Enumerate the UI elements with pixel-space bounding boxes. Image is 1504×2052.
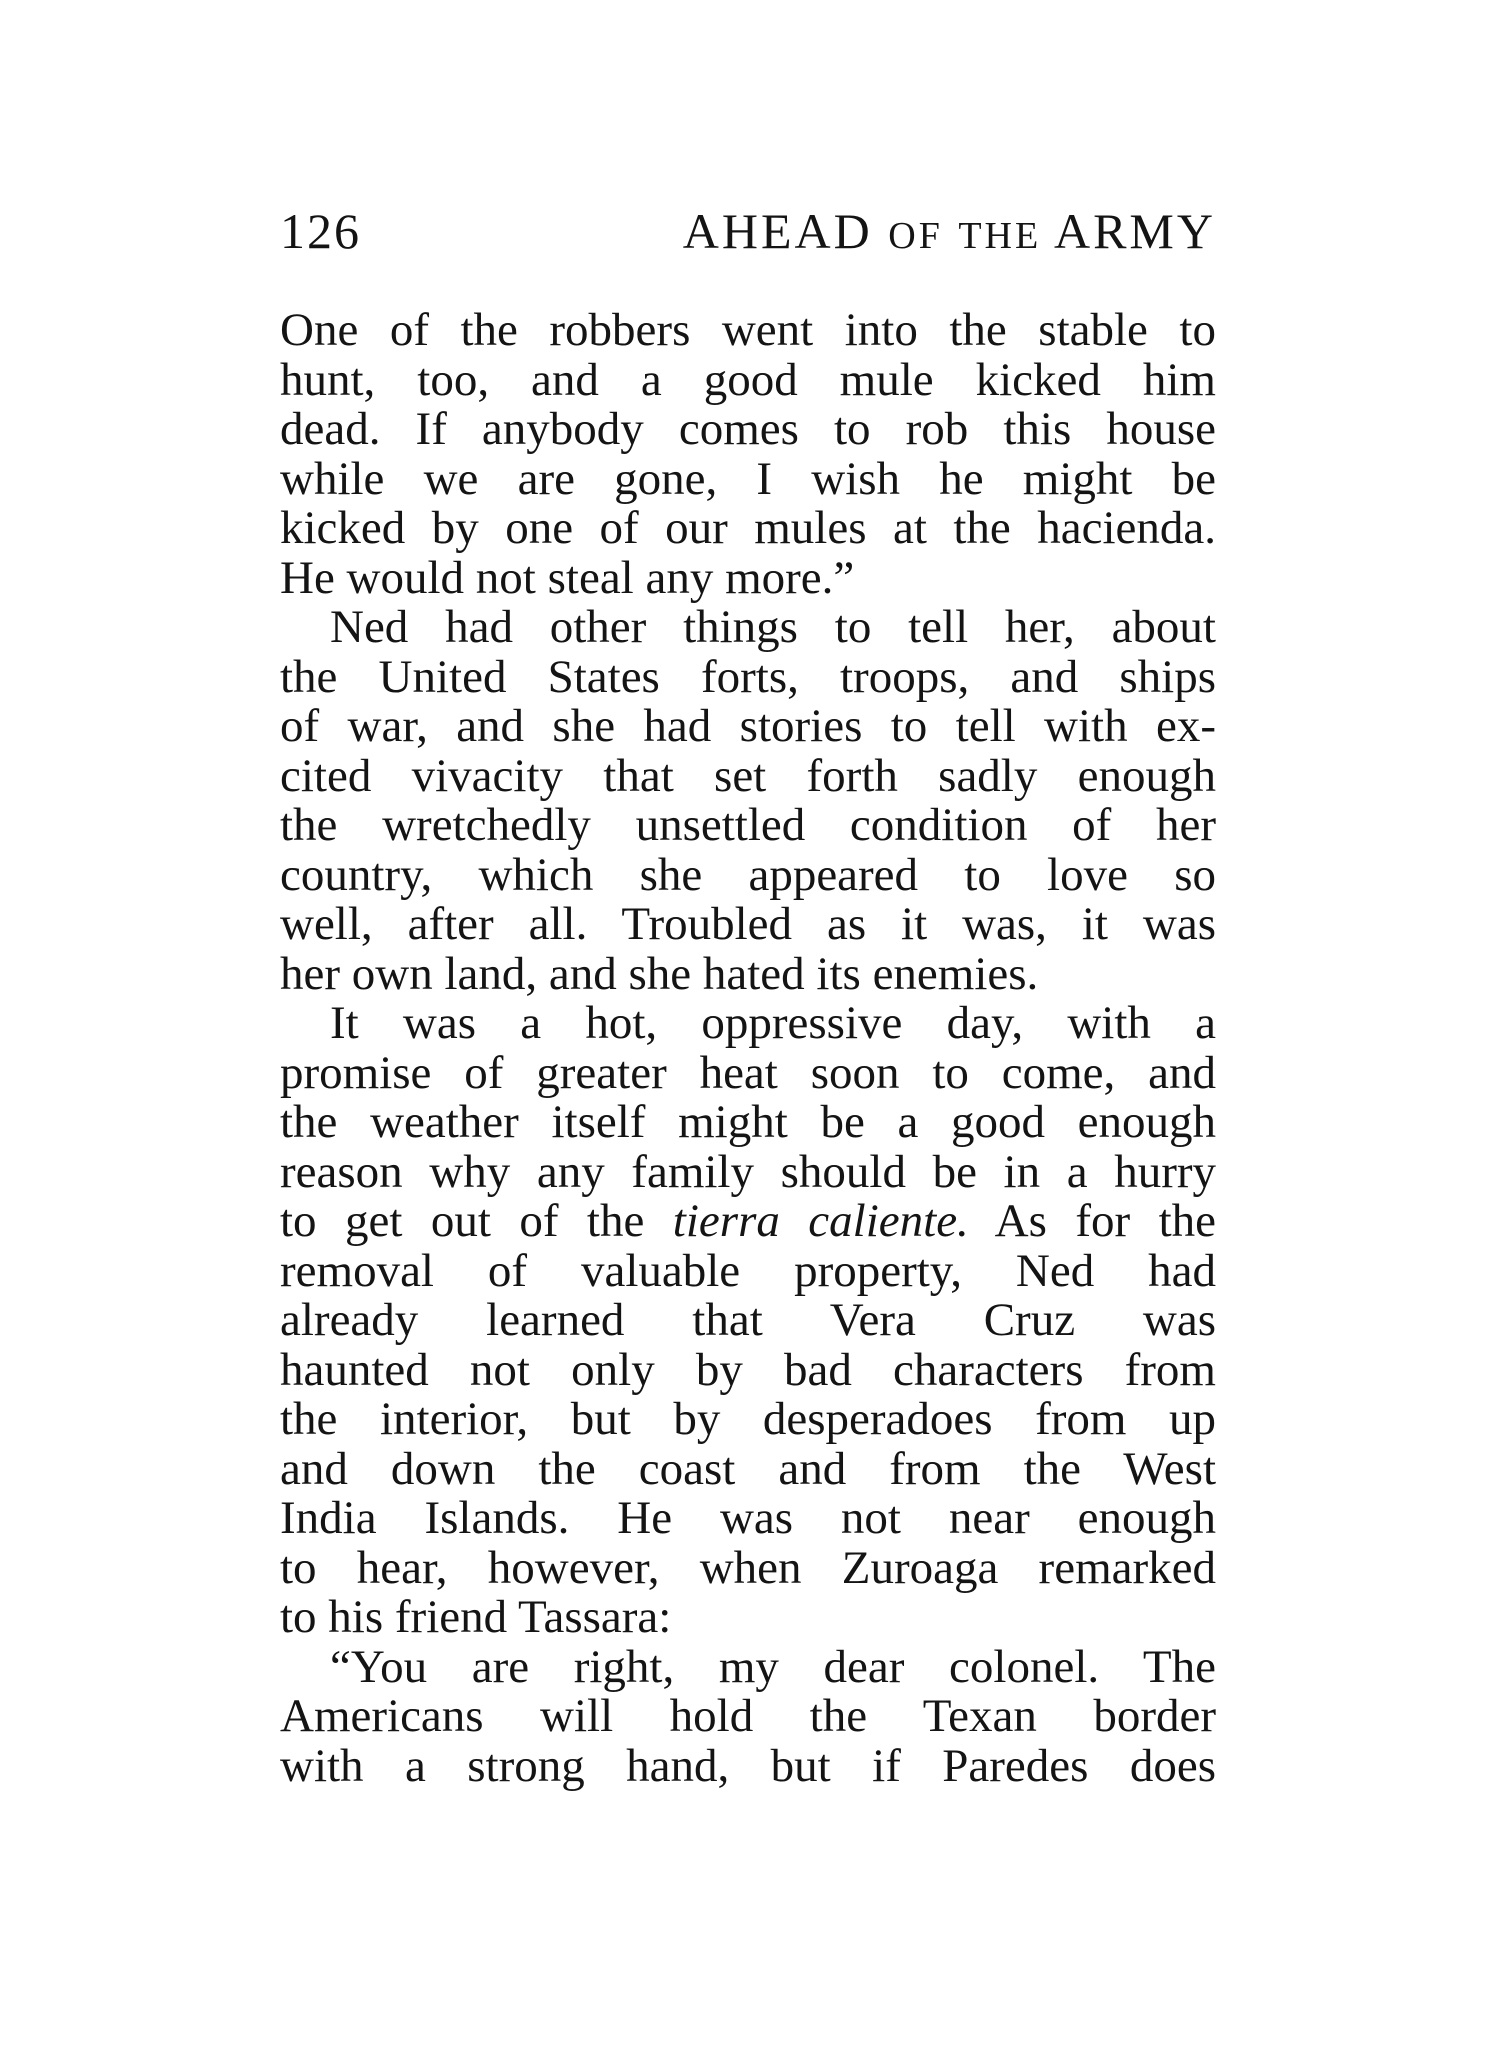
text-line: kicked by one of our mules at the hacienda. — [280, 504, 1216, 554]
text-line: the interior, but by desperadoes from up — [280, 1395, 1216, 1445]
text-line: promise of greater heat soon to come, and — [280, 1048, 1216, 1098]
text-line: the United States forts, troops, and ships — [280, 652, 1216, 702]
running-head-word: OF — [888, 215, 943, 257]
text-line: reason why any family should be in a hurry — [280, 1147, 1216, 1197]
running-head-word: THE — [958, 215, 1042, 257]
text-line: One of the robbers went into the stable to — [280, 306, 1216, 356]
text-line: and down the coast and from the West — [280, 1444, 1216, 1494]
text-line: of war, and she had stories to tell with ex- — [280, 702, 1216, 752]
text-line: He would not steal any more.” — [280, 553, 855, 603]
italic-phrase: tierra caliente. — [672, 1197, 969, 1247]
text-line: well, after all. Troubled as it was, it was — [280, 900, 1216, 950]
text-line: the wretchedly unsettled condition of her — [280, 801, 1216, 851]
text-line: Ned had other things to tell her, about — [330, 603, 1216, 653]
running-head-word: ARMY — [1053, 203, 1216, 259]
text-line: hunt, too, and a good mule kicked him — [280, 355, 1216, 405]
text-line: to his friend Tassara: — [280, 1593, 672, 1643]
text-line: with a strong hand, but if Paredes does — [280, 1741, 1216, 1791]
text-segment: As for the — [968, 1197, 1216, 1247]
text-line: cited vivacity that set forth sadly enough — [280, 751, 1216, 801]
text-line: already learned that Vera Cruz was — [280, 1296, 1216, 1346]
text-segment: to get out of the — [280, 1197, 673, 1247]
text-line-with-italic — [280, 1197, 1216, 1247]
text-line: to hear, however, when Zuroaga remarked — [280, 1543, 1216, 1593]
text-line: the weather itself might be a good enough — [280, 1098, 1216, 1148]
text-line: removal of valuable property, Ned had — [280, 1246, 1216, 1296]
page-number: 126 — [280, 203, 361, 259]
text-line: It was a hot, oppressive day, with a — [330, 999, 1216, 1049]
text-line: her own land, and she hated its enemies. — [280, 949, 1039, 999]
text-line: haunted not only by bad characters from — [280, 1345, 1216, 1395]
text-line: country, which she appeared to love so — [280, 850, 1216, 900]
text-line: “You are right, my dear colonel. The — [330, 1642, 1216, 1692]
text-line: Americans will hold the Texan border — [280, 1692, 1216, 1742]
running-head-word: AHEAD — [682, 203, 873, 259]
running-head — [683, 196, 1216, 271]
text-line: while we are gone, I wish he might be — [280, 454, 1216, 504]
text-line: dead. If anybody comes to rob this house — [280, 405, 1216, 455]
body-text — [280, 306, 1216, 1791]
text-line: India Islands. He was not near enough — [280, 1494, 1216, 1544]
page-header — [280, 196, 1216, 266]
